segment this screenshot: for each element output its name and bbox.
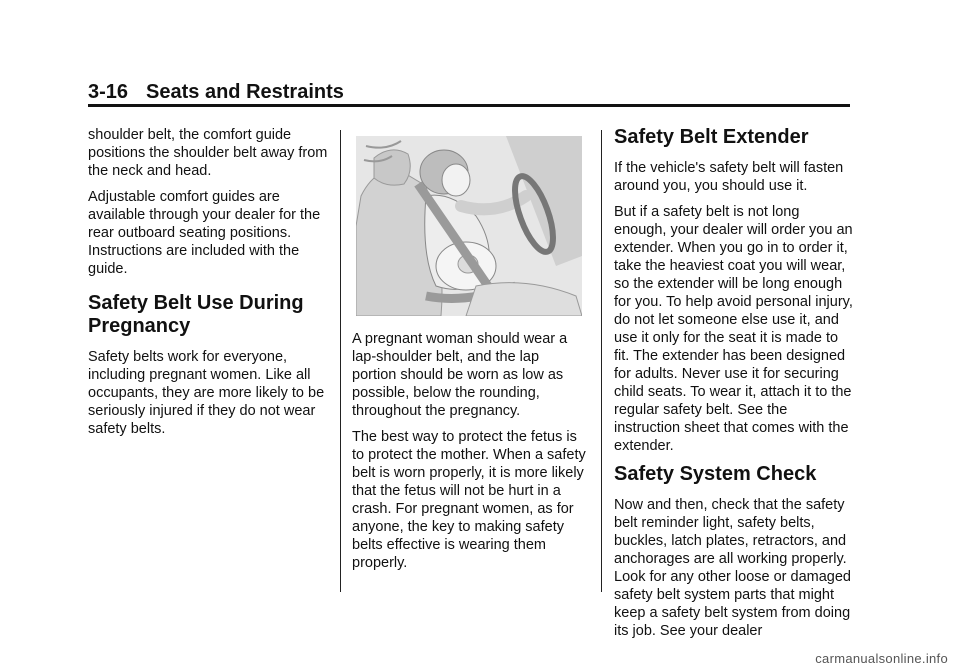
paragraph: If the vehicle's safety belt will fasten around you, you should use it. (614, 160, 844, 194)
pregnant-woman-seatbelt-illustration (356, 136, 582, 316)
paragraph: Adjustable comfort guides are available through your dealer for the rear outboard seating positions. Instructions are included with the guide. (88, 189, 321, 277)
watermark: carmanualsonline.info (815, 651, 948, 666)
paragraph: Now and then, check that the safety belt reminder light, safety belts, buckles, latch plates, retractors, and anchorages are all working properly. Look for any other loose or damaged safety belt system parts that might keep a safety belt system from doing its job. See your dealer (614, 497, 851, 639)
column-left (88, 126, 333, 446)
column-right (614, 126, 854, 648)
header-rule (88, 104, 850, 107)
paragraph: Safety belts work for everyone, including pregnant women. Like all occupants, they are more likely to be seriously injured if they do not wear safety belts. (88, 349, 325, 437)
column-middle (352, 330, 587, 580)
heading-extender: Safety Belt Extender (614, 126, 809, 148)
column-divider-1 (340, 130, 341, 592)
figure-caption: A pregnant woman should wear a lap-shoulder belt, and the lap portion should be worn as low as possible, below the rounding, throughout the pregnancy. (352, 331, 568, 419)
heading-system-check: Safety System Check (614, 463, 817, 485)
section-title: Seats and Restraints (146, 81, 344, 103)
paragraph: But if a safety belt is not long enough, your dealer will order you an extender. When you go in to order it, take the heaviest coat you will wear, so the extender will be long enough for you. To help avoid personal injury, do not let someone else use it, and use it only for the seat it is made to fit. The extender has been designed for adults. Never use it for securing child seats. To wear it, attach it to the regular safety belt. See the instruction sheet that comes with the extender. (614, 204, 853, 454)
page-number: 3-16 (88, 81, 129, 103)
column-divider-2 (601, 130, 602, 592)
heading-pregnancy: Safety Belt Use During Pregnancy (88, 292, 304, 337)
page-header (88, 80, 344, 104)
paragraph: shoulder belt, the comfort guide positions the shoulder belt away from the neck and head. (88, 127, 328, 179)
paragraph: The best way to protect the fetus is to protect the mother. When a safety belt is worn properly, it is more likely that the fetus will not be hurt in a crash. For pregnant women, as for anyone, the key to making safety belts effective is wearing them properly. (352, 429, 586, 571)
